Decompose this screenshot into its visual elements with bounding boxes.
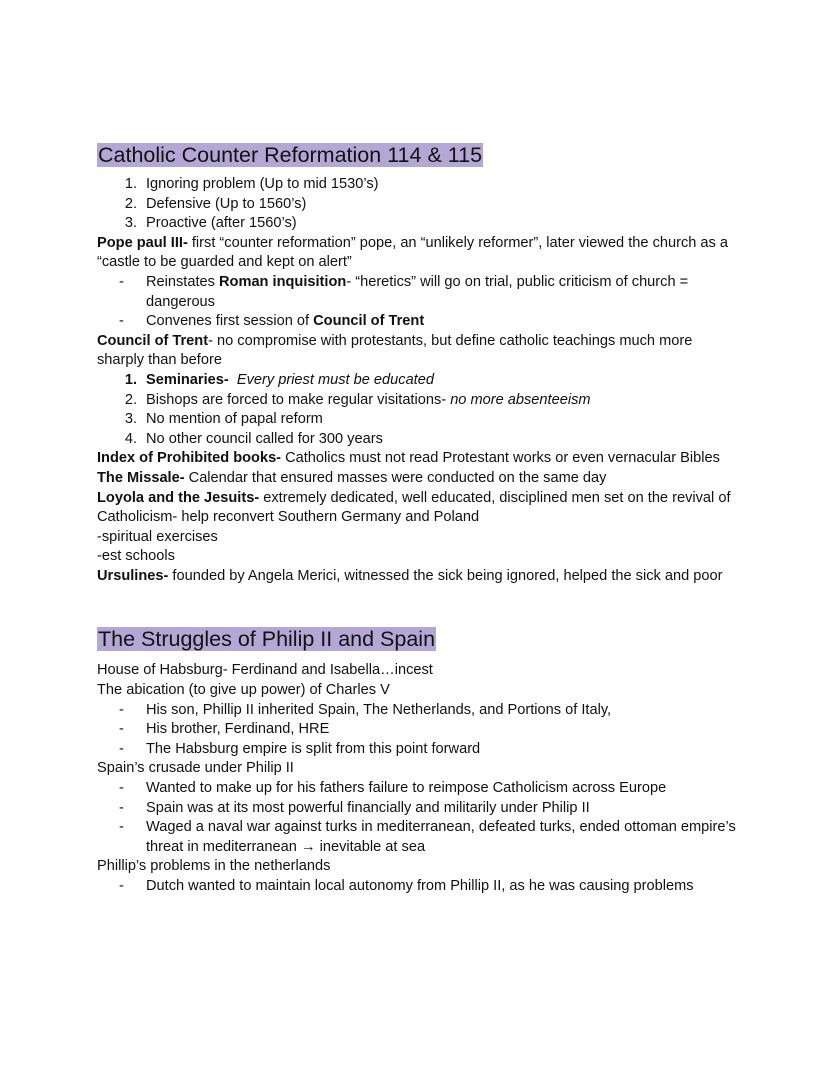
section-heading-philip: The Struggles of Philip II and Spain — [98, 627, 436, 652]
loyola-paragraph: Loyola and the Jesuits- extremely dedicated, well educated, disciplined men set on the revival of Catholicism- help reconvert Southern Germany and Poland — [97, 489, 731, 526]
abdication-line: The abication (to give up power) of Charles V — [97, 682, 390, 699]
crusade-bullets — [97, 779, 737, 857]
list-item: - Wanted to make up for his fathers failure to reimpose Catholicism across Europe — [119, 780, 667, 797]
netherlands-bullets — [97, 877, 737, 897]
list-item: - His brother, Ferdinand, HRE — [119, 721, 330, 738]
list-item: 1. Ignoring problem (Up to mid 1530’s) — [124, 176, 379, 192]
trent-list — [97, 371, 737, 449]
crusade-line: Spain’s crusade under Philip II — [97, 760, 294, 777]
missale-paragraph: The Missale- Calendar that ensured masses were conducted on the same day — [97, 469, 607, 486]
list-item: 4. No other council called for 300 years — [124, 430, 383, 447]
list-item: - Convenes first session of Council of Trent — [119, 313, 425, 330]
trent-paragraph: Council of Trent- no compromise with protestants, but define catholic teachings much more sharply than before — [97, 332, 693, 369]
list-item: - The Habsburg empire is split from this point forward — [119, 740, 481, 757]
list-item: - Reinstates Roman inquisition- “heretics” will go on trial, public criticism of church = dangerous — [119, 273, 689, 310]
list-item: - Waged a naval war against turks in mediterranean, defeated turks, ended ottoman empire’s threat in mediterranean → inevitable at sea — [119, 819, 736, 855]
habsburg-line: House of Habsburg- Ferdinand and Isabella…incest — [97, 662, 433, 679]
pope-bullets — [97, 273, 737, 332]
loyola-line: -est schools — [97, 548, 175, 565]
list-item: - Dutch wanted to maintain local autonomy from Phillip II, as he was causing problems — [119, 878, 694, 894]
pope-paragraph: Pope paul III- first “counter reformation” pope, an “unlikely reformer”, later viewed the church as a “castle to be guarded and kept on alert” — [97, 234, 729, 271]
list-item: 2. Bishops are forced to make regular visitations- no more absenteeism — [124, 391, 591, 408]
section-heading-counter-reformation: Catholic Counter Reformation 114 & 115 — [98, 143, 483, 167]
abdication-bullets — [97, 701, 737, 760]
phases-list — [97, 175, 737, 234]
list-item: 3. Proactive (after 1560’s) — [124, 215, 297, 232]
ursulines-paragraph: Ursulines- founded by Angela Merici, witnessed the sick being ignored, helped the sick and poor — [97, 567, 723, 584]
index-paragraph: Index of Prohibited books- Catholics must not read Protestant works or even vernacular Bibles — [97, 450, 720, 467]
list-item: 2. Defensive (Up to 1560’s) — [124, 195, 307, 212]
netherlands-line: Phillip’s problems in the netherlands — [97, 858, 331, 875]
list-item: - His son, Phillip II inherited Spain, The Netherlands, and Portions of Italy, — [119, 701, 612, 718]
document-page — [97, 142, 737, 897]
list-item: 1. Seminaries- Every priest must be educated — [124, 371, 434, 388]
loyola-line: -spiritual exercises — [97, 528, 218, 545]
list-item: - Spain was at its most powerful financially and militarily under Philip II — [119, 799, 590, 816]
list-item: 3. No mention of papal reform — [124, 411, 323, 428]
